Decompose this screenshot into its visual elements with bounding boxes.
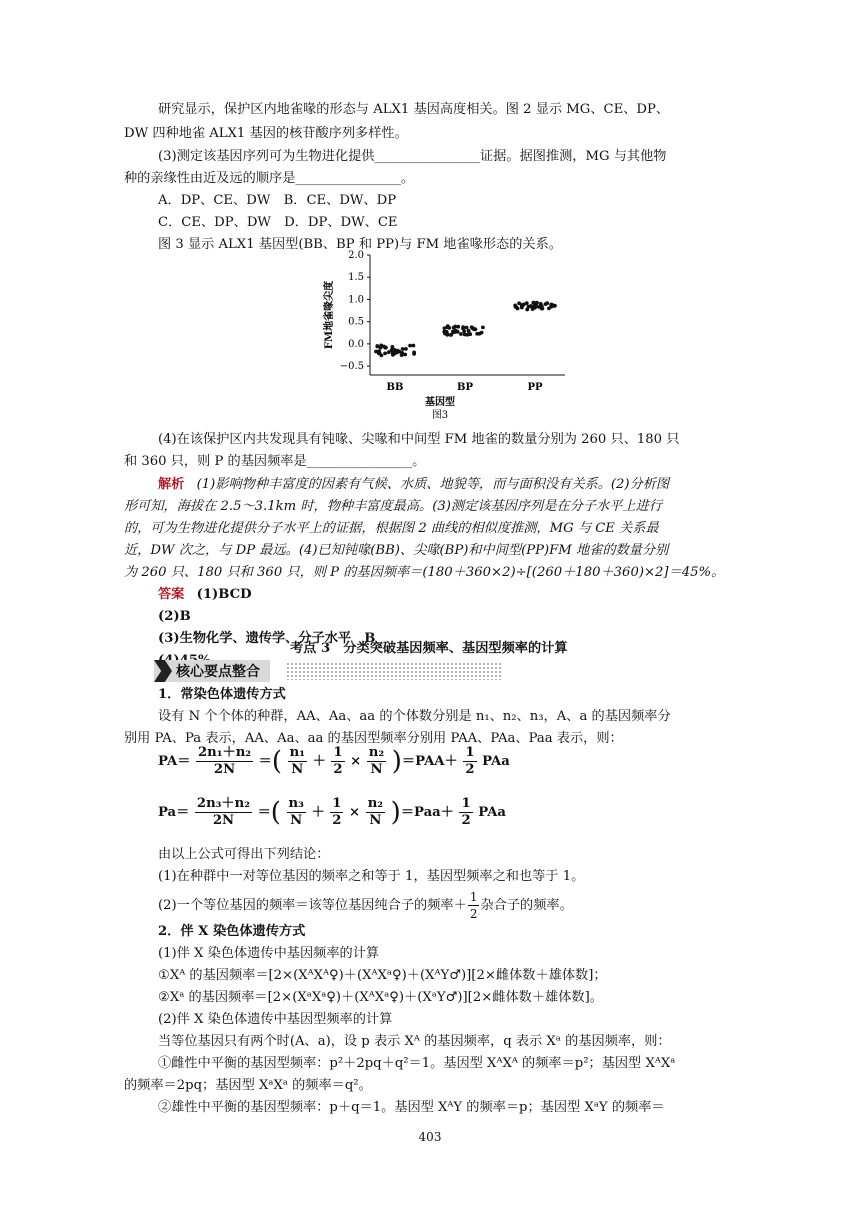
autosomal-para-1: 设有 N 个个体的种群，AA、Aa、aa 的个体数分别是 n₁、n₂、n₃，A、a 的基因频率分 bbox=[158, 709, 671, 724]
scatter-point-BB bbox=[404, 347, 408, 351]
conclusion-2: (2)一个等位基因的频率＝该等位基因纯合子的频率＋ $\frac{1}{2}$ 杂合子的频率。 bbox=[158, 890, 573, 921]
scatter-point-PP bbox=[544, 302, 548, 306]
scatter-point-BB bbox=[374, 350, 378, 354]
male-balance-line: ②雄性中平衡的基因型频率：p＋q＝1。基因型 XᴬY 的频率＝p；基因型 XᵃY 的频率＝ bbox=[158, 1100, 665, 1115]
scatter-point-BP bbox=[468, 332, 472, 336]
formula-pa-lower: Pa＝ $\frac{\text{2n₃＋n₂}}{2N}$ ＝( $\frac{\text{n₃}}{N}$ ＋ $\frac{1}{2}$ × $\frac{\text{n₂}}{N}$ )＝Paa＋ $\frac{1}{2}$ PAa bbox=[158, 796, 506, 828]
scatter-point-BB bbox=[391, 349, 395, 353]
x-linked-definition: 当等位基因只有两个时(A、a)，设 p 表示 Xᴬ 的基因频率，q 表示 Xᵃ 的基因频率，则： bbox=[158, 1034, 671, 1049]
scatter-point-BP bbox=[445, 325, 449, 329]
scatter-point-BP bbox=[465, 326, 469, 330]
scatter-point-PP bbox=[525, 301, 529, 305]
scatter-point-BB bbox=[397, 350, 401, 354]
answer-label: 答案 bbox=[158, 587, 185, 602]
scatter-point-BP bbox=[446, 333, 450, 337]
question-3-line-1: (3)测定该基因序列可为生物进化提供________________证据。据图推测，MG 与其他物 bbox=[158, 149, 667, 164]
analysis-line-2: 形可知，海拔在 2.5～3.1km 时，物种丰富度最高。(3)测定该基因序列是在分子水平上进行 bbox=[124, 499, 662, 514]
y-axis-label: FM地雀喙尖度 bbox=[324, 280, 335, 350]
core-points-title: 核心要点整合 bbox=[176, 664, 260, 680]
scatter-point-PP bbox=[516, 307, 520, 311]
scatter-point-BB bbox=[403, 353, 407, 357]
scatter-point-BB bbox=[375, 344, 379, 348]
y-tick-label: 0.0 bbox=[348, 338, 364, 350]
scatter-point-BP bbox=[456, 325, 460, 329]
analysis-line-1: (1)影响物种丰富度的因素有气候、水质、地貌等，而与面积没有关系。(2)分析图 bbox=[196, 477, 670, 492]
scatter-point-BP bbox=[461, 327, 465, 331]
scatter-point-PP bbox=[535, 301, 539, 305]
question-4-line-2: 和 360 只，则 P 的基因频率是________________。 bbox=[124, 454, 426, 469]
scatter-point-BB bbox=[387, 350, 391, 354]
options-cd: C．CE、DP、DW D．DP、DW、CE bbox=[158, 215, 398, 230]
figure-3-scatter-chart bbox=[300, 240, 600, 425]
scatter-point-BP bbox=[472, 327, 476, 331]
x-linked-xa-lower-freq: ②Xᵃ 的基因频率＝[2×(XᵃXᵃ♀)＋(XᴬXᵃ♀)＋(XᵃY♂)][2×雌体数＋雄体数]。 bbox=[158, 990, 603, 1005]
scatter-point-PP bbox=[529, 304, 533, 308]
scatter-point-BB bbox=[384, 346, 388, 350]
analysis-label: 解析 bbox=[158, 477, 185, 492]
conclusion-1: (1)在种群中一对等位基因的频率之和等于 1，基因型频率之和也等于 1。 bbox=[158, 869, 585, 884]
scatter-point-PP bbox=[533, 306, 537, 310]
scatter-point-BP bbox=[449, 333, 453, 337]
scatter-point-BB bbox=[412, 351, 416, 355]
x-tick-label: PP bbox=[527, 382, 543, 393]
x-axis-label: 基因型 bbox=[425, 397, 455, 408]
female-balance-line-1: ①雌性中平衡的基因型频率：p²＋2pq＋q²＝1。基因型 XᴬXᴬ 的频率＝p²；基因型 XᴬXᵃ bbox=[158, 1056, 676, 1071]
scatter-point-BB bbox=[378, 352, 382, 356]
heading-autosomal: 1．常染色体遗传方式 bbox=[158, 687, 286, 702]
answer-1: (1)BCD bbox=[196, 587, 252, 602]
x-tick-label: BP bbox=[457, 382, 473, 393]
x-linked-sub-1: (1)伴 X 染色体遗传中基因频率的计算 bbox=[158, 946, 380, 961]
y-tick-label: 1.5 bbox=[348, 272, 364, 284]
y-tick-label: 2.0 bbox=[348, 250, 364, 261]
options-ab: A．DP、CE、DW B．CE、DW、DP bbox=[158, 193, 397, 208]
question-3-line-2: 种的亲缘性由近及远的顺序是________________。 bbox=[124, 171, 415, 186]
analysis-line-3: 的，可为生物进化提供分子水平上的证据，根据图 2 曲线的相似度推测，MG 与 CE 关系最 bbox=[124, 521, 659, 536]
scatter-point-BB bbox=[391, 353, 395, 357]
analysis-line-5: 为 260 只、180 只和 360 只，则 P 的基因频率＝(180＋360×2)÷[(260＋180＋360)×2]＝45%。 bbox=[124, 565, 725, 580]
core-points-header bbox=[154, 660, 270, 682]
question-4-line-1: (4)在该保护区内共发现具有钝喙、尖喙和中间型 FM 地雀的数量分别为 260 只、180 只 bbox=[158, 432, 680, 447]
formula-pa: PA＝ $\frac{\text{2n₁＋n₂}}{2N}$ ＝( $\frac{\text{n₁}}{N}$ ＋ $\frac{1}{2}$ × $\frac{\text{n₂}}{N}$ )＝PAA＋ $\frac{1}{2}$ PAa bbox=[158, 745, 510, 777]
answer-3: (3)生物化学、遗传学、分子水平 B bbox=[158, 631, 376, 646]
scatter-point-BB bbox=[401, 347, 405, 351]
scatter-point-PP bbox=[550, 304, 554, 308]
scatter-point-PP bbox=[547, 307, 551, 311]
x-linked-sub-2: (2)伴 X 染色体遗传中基因型频率的计算 bbox=[158, 1012, 393, 1027]
scatter-point-PP bbox=[532, 301, 536, 305]
figure-3-intro: 图 3 显示 ALX1 基因型(BB、BP 和 PP)与 FM 地雀喙形态的关系。 bbox=[158, 237, 562, 252]
heading-x-linked: 2．伴 X 染色体遗传方式 bbox=[158, 924, 306, 939]
conclusion-intro: 由以上公式可得出下列结论： bbox=[158, 847, 330, 862]
dotted-decoration bbox=[286, 662, 502, 680]
answer-2: (2)B bbox=[158, 609, 191, 624]
x-tick-label: BB bbox=[386, 382, 404, 393]
autosomal-para-2: 别用 PA、Pa 表示，AA、Aa、aa 的基因型频率分别用 PAA、PAa、Paa 表示，则： bbox=[124, 731, 623, 746]
scatter-point-BB bbox=[391, 345, 395, 349]
scatter-point-BP bbox=[459, 332, 463, 336]
scatter-point-BB bbox=[412, 344, 416, 348]
chevron-right-icon bbox=[154, 660, 172, 682]
scatter-point-BP bbox=[481, 326, 485, 330]
scatter-point-BB bbox=[408, 344, 412, 348]
intro-line-2: DW 四种地雀 ALX1 基因的核苷酸序列多样性。 bbox=[124, 126, 408, 141]
y-tick-label: 1.0 bbox=[348, 294, 364, 306]
female-balance-line-2: 的频率＝2pq；基因型 XᵃXᵃ 的频率＝q²。 bbox=[124, 1078, 372, 1093]
scatter-point-BP bbox=[463, 333, 467, 337]
scatter-point-BP bbox=[453, 330, 457, 334]
scatter-point-BP bbox=[467, 329, 471, 333]
y-tick-label: −0.5 bbox=[339, 361, 364, 373]
y-tick-label: 0.5 bbox=[348, 316, 364, 328]
chart-title: 图3 bbox=[431, 410, 449, 421]
intro-line-1: 研究显示，保护区内地雀喙的形态与 ALX1 基因高度相关。图 2 显示 MG、CE、DP、 bbox=[158, 102, 670, 117]
analysis-line-4: 近，DW 次之，与 DP 最远。(4)已知钝喙(BB)、尖喙(BP)和中间型(PP)FM 地雀的数量分别 bbox=[124, 543, 669, 558]
page-number: 403 bbox=[418, 1130, 442, 1144]
scatter-point-BB bbox=[383, 352, 387, 356]
x-linked-xa-freq: ①Xᴬ 的基因频率＝[2×(XᴬXᴬ♀)＋(XᴬXᵃ♀)＋(XᴬY♂)][2×雌体数＋雄体数]； bbox=[158, 968, 607, 983]
scatter-point-PP bbox=[537, 305, 541, 309]
scatter-point-BP bbox=[475, 332, 479, 336]
section-title-kd3: 考点 3 分类突破基因频率、基因型频率的计算 bbox=[290, 641, 568, 656]
